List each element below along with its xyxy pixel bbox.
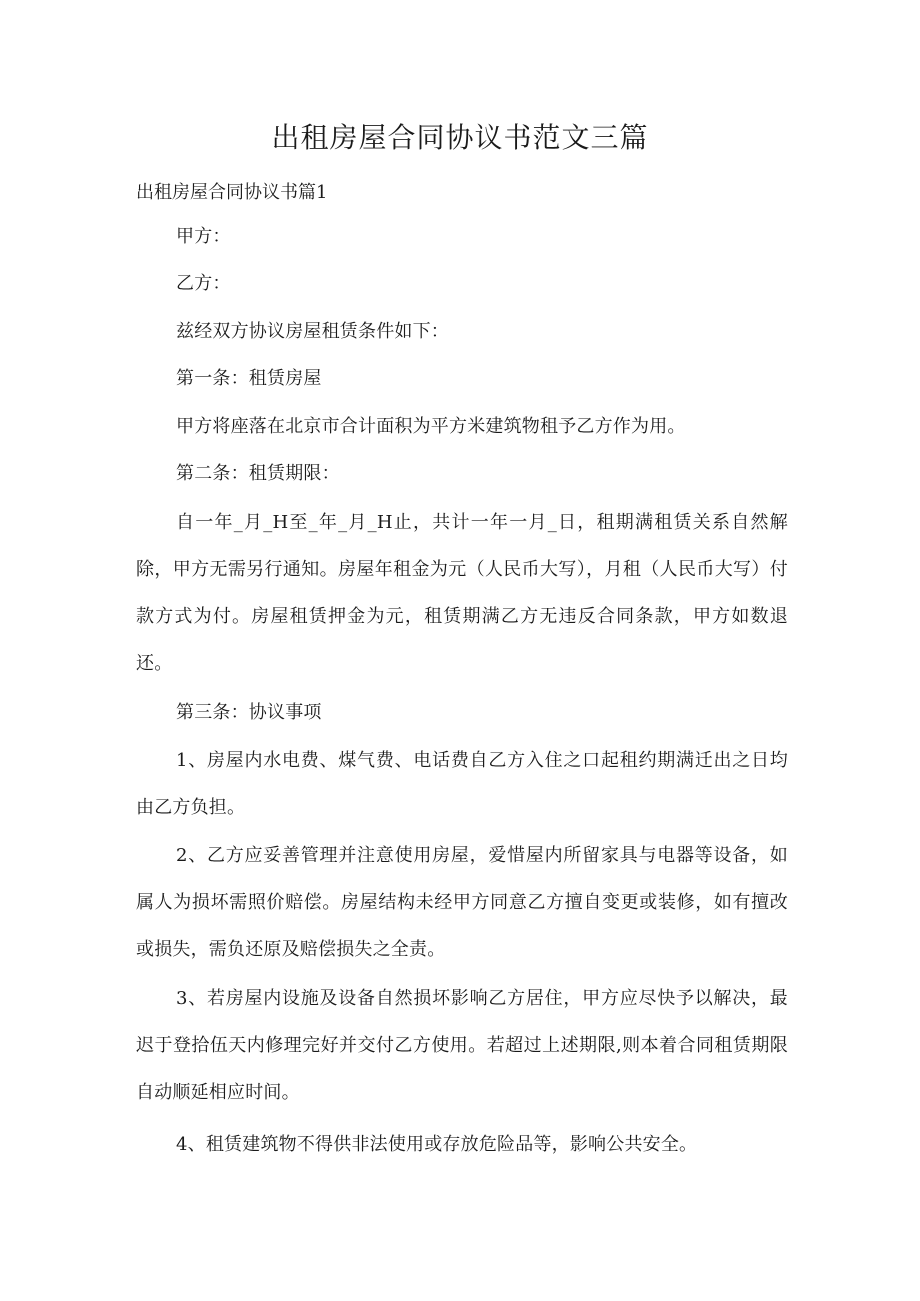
clause-3: 3、若房屋内设施及设备自然损坏影响乙方居住，甲方应尽快予以解决，最迟于登拾伍天内修理完好并交付乙方使用。若超过上述期限,则本着合同租赁期限自动顺延相应时间。 <box>136 988 788 1103</box>
party-a-line: 甲方： <box>176 226 231 247</box>
clause-1: 1、房屋内水电费、煤气费、电话费自乙方入住之口起租约期满迁出之日均由乙方负担。 <box>136 750 788 818</box>
clause-4: 4、租赁建筑物不得供非法使用或存放危险品等，影响公共安全。 <box>176 1134 698 1155</box>
section-heading: 出租房屋合同协议书篇1 <box>136 182 328 203</box>
clause-2: 2、乙方应妥善管理并注意使用房屋，爱惜屋内所留家具与电器等设备，如属人为损坏需照价赔偿。房屋结构未经甲方同意乙方擅自变更或装修，如有擅改或损失，需负还原及赔偿损失之全责。 <box>136 845 788 960</box>
intro-paragraph: 兹经双方协议房屋租赁条件如下： <box>176 321 449 342</box>
article-1-heading: 第一条：租赁房屋 <box>176 368 322 389</box>
document-title: 出租房屋合同协议书范文三篇 <box>271 121 649 154</box>
article-1-body: 甲方将座落在北京市合计面积为平方米建筑物租予乙方作为用。 <box>176 416 686 437</box>
article-2-heading: 第二条：租赁期限： <box>176 463 340 484</box>
party-b-line: 乙方： <box>176 273 231 294</box>
article-2-body: 自一年_月_H至_年_月_H止，共计一年一月_日，租期满租赁关系自然解除，甲方无需另行通知。房屋年租金为元（人民币大写），月租（人民币大写）付款方式为付。房屋租赁押金为元，租赁期满乙方无违反合同条款，甲方如数退还。 <box>136 512 788 674</box>
article-3-heading: 第三条：协议事项 <box>176 702 322 723</box>
